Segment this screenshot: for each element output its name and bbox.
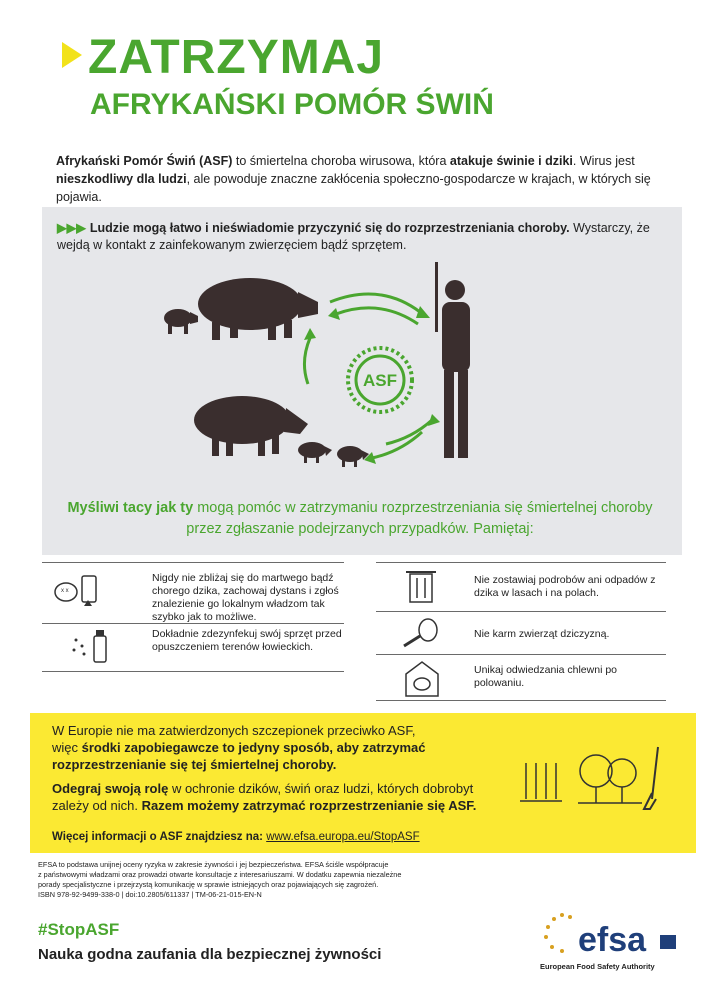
eu-flag-icon bbox=[660, 935, 676, 949]
hashtag: #StopASF bbox=[38, 920, 120, 939]
footnote-isbn: ISBN 978-92-9499-338-0 | doi:10.2805/611337 | TM-06-21-015-EN-N bbox=[38, 890, 262, 899]
page-subtitle: AFRYKAŃSKI POMÓR ŚWIŃ bbox=[90, 88, 494, 121]
footnote-line-3: porady specjalistyczne i przejrzystą komunikację w sprawie istniejących oraz pojawiających się zagrożeń. bbox=[38, 880, 379, 889]
intro-asf-name: Afrykański Pomór Świń (ASF) bbox=[56, 154, 233, 168]
more-info bbox=[52, 831, 420, 843]
banner-line-5b: Razem możemy zatrzymać rozprzestrzenianie się ASF. bbox=[141, 798, 477, 813]
efsa-description bbox=[38, 860, 508, 900]
boar-piglets-icon bbox=[298, 442, 369, 467]
asf-virus-label: ASF bbox=[363, 371, 397, 390]
tip-dead-boar: Nigdy nie zbliżaj się do martwego bądź chorego dzika, zachowaj dystans i zgłoś znalezienie go lokalnym władzom tak szybko jak to możliwe. bbox=[152, 572, 339, 623]
efsa-logo-text: efsa bbox=[578, 921, 647, 959]
tip-avoid-piggery: Unikaj odwiedzania chlewni po polowaniu. bbox=[474, 664, 618, 689]
banner-line-2a: więc bbox=[52, 740, 82, 755]
hunters-message bbox=[60, 498, 660, 540]
efsa-logo bbox=[540, 905, 680, 965]
banner-line-4a: Odegraj swoją rolę bbox=[52, 781, 169, 796]
tips-divider bbox=[42, 623, 344, 624]
tips-divider bbox=[376, 562, 666, 563]
banner-line-2b: środki zapobiegawcze to jedyny sposób, aby zatrzymać bbox=[81, 740, 426, 755]
more-info-label: Więcej informacji o ASF znajdziesz na: bbox=[52, 831, 267, 843]
dead-boar-phone-icon bbox=[52, 570, 100, 610]
page-title: ZATRZYMAJ bbox=[88, 31, 385, 84]
intro-paragraph bbox=[56, 152, 666, 206]
banner-line-2 bbox=[52, 739, 522, 756]
banner-line-4 bbox=[52, 780, 522, 797]
transmission-illustration bbox=[150, 262, 490, 477]
panel-lead-rest: Wystarczy, że wejdą w kontakt z zainfekowanym zwierzęciem bądź sprzętem. bbox=[57, 221, 650, 252]
banner-line-3-bold: rozprzestrzenianie się tej śmiertelnej choroby. bbox=[52, 757, 337, 772]
title-arrow-icon bbox=[62, 42, 82, 68]
svg-text:x x: x x bbox=[61, 588, 69, 594]
logo-stars-icon bbox=[544, 913, 572, 953]
banner-line-5a: zależy od nich. bbox=[52, 798, 142, 813]
hunter-icon bbox=[435, 262, 470, 458]
banner-line-5 bbox=[52, 797, 522, 814]
tip-disinfect: Dokładnie zdezynfekuj swój sprzęt przed opuszczeniem terenów łowieckich. bbox=[152, 628, 342, 653]
banner-line-3 bbox=[52, 756, 522, 773]
banner-line-1: W Europie nie ma zatwierdzonych szczepionek przeciwko ASF, bbox=[52, 723, 416, 738]
intro-text-3: , ale powoduje znaczne zakłócenia społeczno-gospodarcze w krajach, w których się pojawia. bbox=[56, 172, 651, 204]
more-info-link[interactable]: www.efsa.europa.eu/StopASF bbox=[266, 831, 420, 843]
intro-attacks: atakuje świnie i dziki bbox=[449, 154, 573, 168]
hunters-bold: Myśliwi tacy jak ty bbox=[67, 500, 194, 516]
wheat-field-icon bbox=[520, 763, 562, 801]
pig-barn-icon bbox=[398, 658, 446, 698]
panel-lead-bold: Ludzie mogą łatwo i nieświadomie przyczynić się do rozprzestrzeniania choroby. bbox=[89, 221, 570, 235]
trees-icon bbox=[578, 755, 642, 803]
footnote-line-1: EFSA to podstawa unijnej oceny ryzyka w zakresie żywności i jej bezpieczeństwa. EFSA ściśle współpracuje bbox=[38, 860, 389, 869]
intro-text-2: . Wirus jest bbox=[572, 154, 635, 168]
panel-lead-text bbox=[57, 220, 657, 254]
hunters-rest: mogą pomóc w zatrzymaniu rozprzestrzeniania się śmiertelnej choroby przez zgłaszanie podejrzanych przypadków. Pamiętaj: bbox=[186, 500, 653, 537]
trash-bin-icon bbox=[398, 566, 446, 606]
footnote-line-2: z państwowymi władzami oraz prowadzi otwarte konsultacje z interesariuszami. W dodatku zapewnia niezależne bbox=[38, 870, 402, 879]
tagline: Nauka godna zaufania dla bezpiecznej żywności bbox=[38, 946, 382, 963]
tips-divider bbox=[42, 671, 344, 672]
tip-no-waste: Nie zostawiaj podrobów ani odpadów z dzika w lasach i na polach. bbox=[474, 574, 656, 599]
pig-icon bbox=[198, 278, 318, 340]
farm-forest-rifle-icons bbox=[518, 743, 668, 813]
efsa-full-name: European Food Safety Authority bbox=[540, 962, 655, 971]
tips-divider bbox=[42, 562, 344, 563]
meat-leg-icon bbox=[396, 612, 444, 652]
piglet-icon bbox=[164, 309, 198, 334]
tip-no-feeding: Nie karm zwierząt dziczyzną. bbox=[474, 628, 610, 640]
tips-divider bbox=[376, 654, 666, 655]
rifle-icon bbox=[644, 747, 658, 809]
wild-boar-icon bbox=[194, 396, 308, 456]
intro-text-1: to śmiertelna choroba wirusowa, która bbox=[232, 154, 450, 168]
intro-harmless: nieszkodliwy dla ludzi bbox=[56, 172, 187, 186]
disinfectant-spray-icon bbox=[68, 626, 116, 666]
banner-line-4b: w ochronie dzików, świń oraz ludzi, których dobrobyt bbox=[168, 781, 474, 796]
tips-divider bbox=[376, 700, 666, 701]
triple-arrow-icon: ▶▶▶ bbox=[57, 221, 86, 235]
